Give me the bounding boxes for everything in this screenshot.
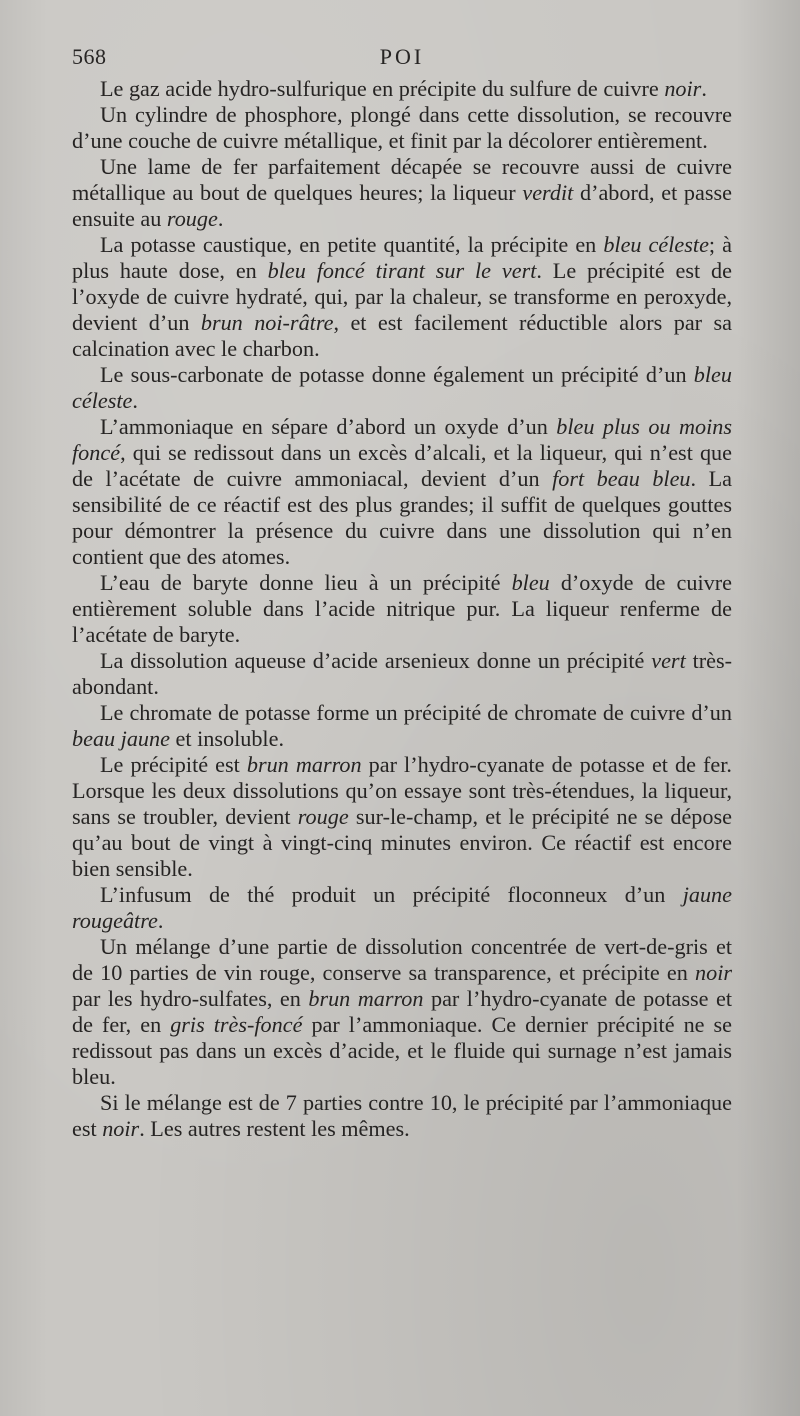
text-run: sur-le-champ, et le précipité ne se dépose qu’au bout de vingt à vingt-cinq minutes environ. Ce réactif est encore bien sensible. (72, 804, 732, 881)
paragraph (72, 232, 732, 362)
running-head: POI (379, 44, 425, 69)
italic-term: noir (664, 76, 702, 101)
paragraph (72, 752, 732, 882)
text-run: . La sensibilité de ce réactif est des plus grandes; il suffit de quelques gouttes pour démontrer la présence du cuivre dans une dissolution qui n’en contient que des atomes. (72, 466, 733, 569)
italic-term: rouge (166, 206, 218, 231)
text-run: Une lame de fer parfaitement décapée se recouvre aussi de cuivre métallique au bout de quelques heures; la liqueur (72, 154, 732, 205)
italic-term: gris très-foncé (170, 1012, 303, 1037)
italic-term: bleu céleste (603, 232, 709, 257)
text-run: , et est facilement réductible alors par sa calcination avec le charbon. (72, 310, 732, 361)
italic-term: vert (651, 648, 686, 673)
text-run: . (132, 388, 138, 413)
text-run: Un cylindre de phosphore, plongé dans cette dissolution, se recouvre d’une couche de cuivre métallique, et finit par la décolorer entièrement. (72, 102, 732, 153)
text-run: et insoluble. (169, 726, 284, 751)
italic-term: bleu céleste (72, 362, 732, 413)
paragraph (72, 414, 732, 570)
paragraph (72, 882, 732, 934)
text-run: Le gaz acide hydro-sulfurique en précipite du sulfure de cuivre (100, 76, 665, 101)
italic-term: brun noi-râtre (200, 310, 334, 335)
text-run: . (701, 76, 707, 101)
page-number: 568 (72, 44, 107, 69)
text-run: . Le précipité est de l’oxyde de cuivre hydraté, qui, par la chaleur, se transforme en peroxyde, devient d’un (72, 258, 732, 335)
paragraph (72, 362, 732, 414)
body-text (72, 76, 732, 1142)
text-run: . Les autres restent les mêmes. (139, 1116, 410, 1141)
text-run: par l’hydro-cyanate de potasse et de fer, en (72, 986, 732, 1037)
italic-term: bleu foncé tirant sur le vert (267, 258, 537, 283)
italic-term: brun marron (246, 752, 362, 777)
italic-term: noir (102, 1116, 140, 1141)
page-header (72, 44, 732, 78)
text-run: par les hydro-sulfates, en (72, 986, 309, 1011)
paragraph (72, 648, 732, 700)
paragraph (72, 154, 732, 232)
italic-term: noir (695, 960, 732, 985)
text-run: La potasse caustique, en petite quantité, la précipite en (100, 232, 604, 257)
italic-term: fort beau bleu (552, 466, 691, 491)
paragraph (72, 76, 732, 102)
text-run: L’eau de baryte donne lieu à un précipité (100, 570, 512, 595)
italic-term: verdit (522, 180, 574, 205)
text-run: Le précipité est (100, 752, 247, 777)
text-run: d’oxyde de cuivre entièrement soluble dans l’acide nitrique pur. La liqueur renferme de l’acétate de baryte. (72, 570, 732, 647)
text-run: . (157, 908, 164, 933)
text-run: Le chromate de potasse forme un précipité de chromate de cuivre d’un (100, 700, 732, 725)
paragraph (72, 700, 732, 752)
text-run: L’ammoniaque en sépare d’abord un oxyde d’un (100, 414, 557, 439)
paragraph (72, 1090, 732, 1142)
text-run: par l’ammoniaque. Ce dernier précipité ne se redissout pas dans un excès d’acide, et le fluide qui surnage n’est jamais bleu. (72, 1012, 732, 1089)
italic-term: rouge (297, 804, 349, 829)
italic-term: brun marron (308, 986, 424, 1011)
text-run: Si le mélange est de 7 parties contre 10, le précipité par l’ammoniaque est (72, 1090, 732, 1141)
italic-term: beau jaune (72, 726, 170, 751)
paragraph (72, 102, 732, 154)
text-run: très-abondant. (72, 648, 732, 699)
paragraph (72, 934, 732, 1090)
text-run: La dissolution aqueuse d’acide arsenieux donne un précipité (100, 648, 652, 673)
text-run: Un mélange d’une partie de dissolution concentrée de vert-de-gris et de 10 parties de vin rouge, conserve sa transparence, et précipite en (72, 934, 732, 985)
italic-term: bleu plus ou moins foncé (72, 414, 732, 465)
paragraph (72, 570, 732, 648)
text-run: d’abord, et passe ensuite au (72, 180, 732, 231)
text-run: par l’hydro-cyanate de potasse et de fer. Lorsque les deux dissolutions qu’on essaye sont très-étendues, la liqueur, sans se troubler, devient (72, 752, 732, 829)
text-run: . (217, 206, 224, 231)
italic-term: jaune rougeâtre (72, 882, 732, 933)
text-run: L’infusum de thé produit un précipité floconneux d’un (100, 882, 683, 907)
text-run: ; à plus haute dose, en (72, 232, 732, 283)
text-run: , qui se redissout dans un excès d’alcali, et la liqueur, qui n’est que de l’acétate de cuivre ammoniacal, devient d’un (72, 440, 732, 491)
italic-term: bleu (511, 570, 550, 595)
text-run: Le sous-carbonate de potasse donne également un précipité d’un (100, 362, 694, 387)
